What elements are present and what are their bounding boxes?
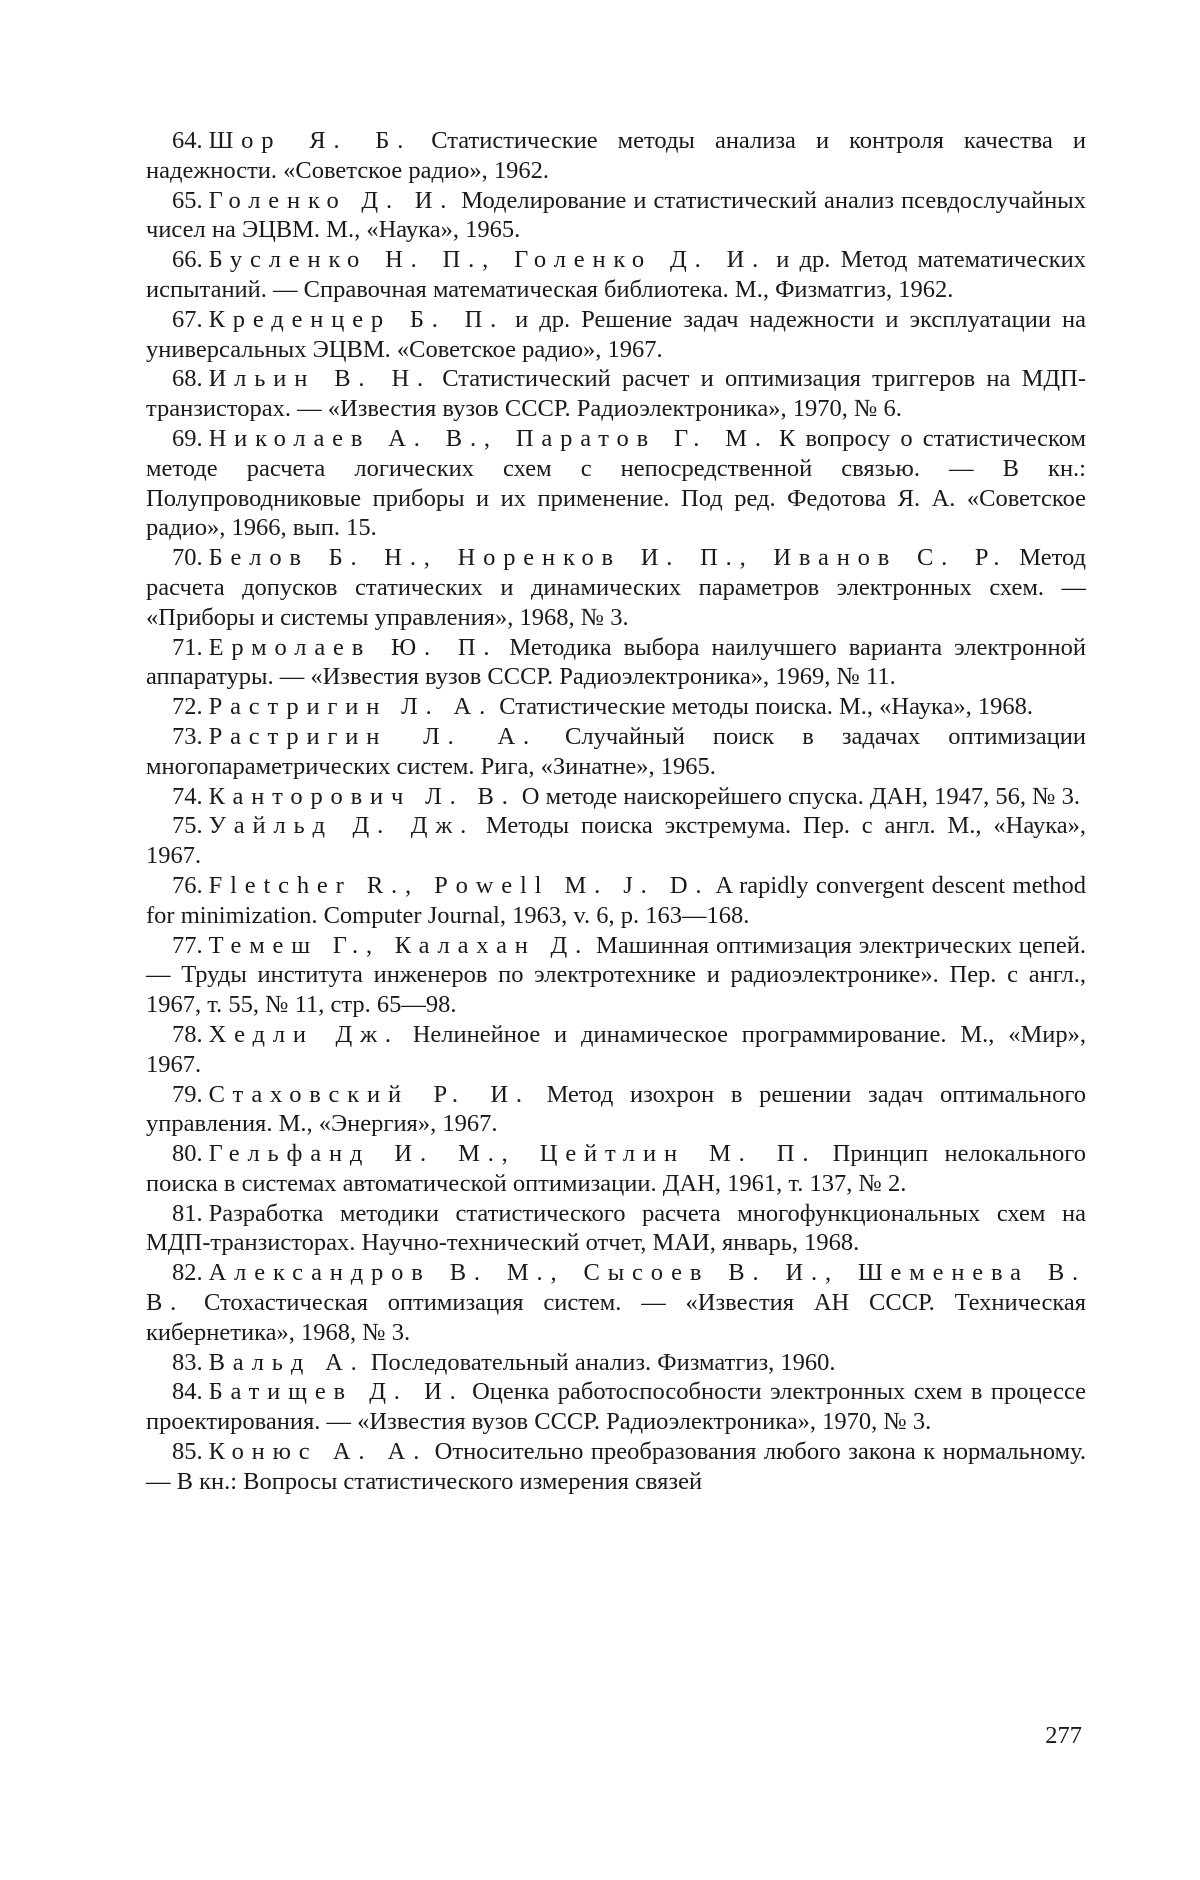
reference-author: Хедли Дж.	[208, 1020, 399, 1048]
bibliography-list	[146, 126, 1086, 1497]
reference-text: Принцип нелокального поиска в системах автоматической оптимизации. ДАН, 1961, т. 137, № 2.	[146, 1140, 1086, 1197]
reference-entry	[146, 186, 1086, 246]
reference-entry	[146, 1080, 1086, 1140]
reference-entry	[146, 305, 1086, 365]
reference-number: 68.	[172, 365, 203, 393]
reference-text: Методы поиска экстремума. Пер. с англ. М., «Наука», 1967.	[146, 812, 1087, 870]
reference-author: Растригин Л. А.	[208, 693, 494, 721]
reference-text: Разработка методики статистического расчета многофункциональных схем на МДП-транзисторах. Научно-технический отчет, МАИ, январь, 1968.	[146, 1199, 1086, 1257]
reference-entry	[146, 1199, 1086, 1259]
reference-number: 66.	[172, 246, 203, 274]
reference-text: Нелинейное и динамическое программирование. М., «Мир», 1967.	[146, 1020, 1087, 1078]
reference-text: и др. Решение задач надежности и эксплуатации на универсальных ЭЦВМ. «Советское радио», 1967.	[146, 305, 1086, 363]
reference-number: 74.	[172, 782, 203, 810]
reference-number: 77.	[172, 931, 203, 959]
reference-text: Оценка работоспособности электронных схем в процессе проектирования. — «Известия вузов СССР. Радиоэлектроника», 1970, № 3.	[146, 1378, 1087, 1436]
reference-author: Александров В. М., Сысоев В. И., Шеменева В. В.	[146, 1259, 1086, 1317]
reference-entry	[146, 871, 1086, 931]
reference-entry	[146, 692, 1086, 722]
reference-number: 82.	[172, 1259, 203, 1287]
reference-text: Стохастическая оптимизация систем. — «Известия АН СССР. Техническая кибернетика», 1968, № 3.	[146, 1289, 1087, 1346]
reference-entry	[146, 245, 1086, 305]
reference-author: Растригин Л. А.	[208, 722, 537, 750]
reference-author: Ермолаев Ю. П.	[208, 633, 498, 661]
reference-number: 75.	[172, 812, 203, 840]
reference-author: Бусленко Н. П., Голенко Д. И.	[208, 246, 767, 274]
reference-entry	[146, 811, 1086, 871]
reference-entry	[146, 1139, 1086, 1199]
reference-entry	[146, 931, 1086, 1020]
reference-entry	[146, 1020, 1086, 1080]
reference-text: К вопросу о статистическом методе расчета логических схем с непосредственной связью. — В кн.: Полупроводниковые приборы и их применение. Под ред. Федотова Я. А. «Советское радио», 1966, вып. 15.	[146, 424, 1087, 542]
reference-number: 65.	[172, 186, 203, 214]
reference-number: 79.	[172, 1080, 203, 1108]
reference-number: 80.	[172, 1140, 203, 1168]
reference-entry	[146, 1348, 1086, 1378]
reference-author: Голенко Д. И.	[208, 186, 455, 214]
reference-number: 84.	[172, 1378, 203, 1406]
reference-author: Гельфанд И. М., Цейтлин М. П.	[208, 1140, 817, 1168]
page-number: 277	[1045, 1722, 1082, 1749]
reference-text: и др. Метод математических испытаний. — Справочная математическая библиотека. М., Физматгиз, 1962.	[146, 246, 1086, 303]
reference-text: Статистический расчет и оптимизация триггеров на МДП-транзисторах. — «Известия вузов СССР. Радиоэлектроника», 1970, № 6.	[146, 365, 1087, 423]
reference-author: Темеш Г., Калахан Д.	[208, 931, 590, 959]
reference-number: 72.	[172, 693, 203, 721]
reference-entry	[146, 782, 1086, 812]
reference-entry	[146, 1258, 1086, 1347]
reference-number: 67.	[172, 305, 203, 333]
reference-entry	[146, 633, 1086, 693]
reference-author: Уайльд Д. Дж.	[208, 812, 475, 840]
reference-entry	[146, 364, 1086, 424]
reference-number: 71.	[172, 633, 203, 661]
reference-author: Вальд А.	[208, 1348, 365, 1376]
reference-text: A rapidly convergent descent method for minimization. Computer Journal, 1963, v. 6, p. 163—168.	[146, 871, 1086, 929]
reference-author: Стаховский Р. И.	[208, 1080, 530, 1108]
reference-entry	[146, 1377, 1086, 1437]
reference-text: О методе наискорейшего спуска. ДАН, 1947, 56, № 3.	[521, 782, 1081, 810]
reference-text: Статистические методы поиска. М., «Наука», 1968.	[499, 693, 1034, 721]
reference-number: 76.	[172, 871, 203, 899]
reference-text: Метод расчета допусков статических и динамических параметров электронных схем. — «Приборы и системы управления», 1968, № 3.	[146, 544, 1086, 631]
reference-text: Случайный поиск в задачах оптимизации многопараметрических систем. Рига, «Зинатне», 1965.	[146, 722, 1086, 780]
reference-number: 78.	[172, 1020, 203, 1048]
reference-text: Машинная оптимизация электрических цепей. — Труды института инженеров по электротехнике и радиоэлектронике». Пер. с англ., 1967, т. 55, № 11, стр. 65—98.	[146, 931, 1087, 1019]
reference-author: Батищев Д. И.	[208, 1378, 464, 1406]
reference-number: 81.	[172, 1199, 203, 1227]
reference-entry	[146, 722, 1086, 782]
reference-text: Статистические методы анализа и контроля качества и надежности. «Советское радио», 1962.	[146, 127, 1086, 184]
reference-author: Ильин В. Н.	[208, 365, 431, 393]
reference-text: Метод изохрон в решении задач оптимального управления. М., «Энергия», 1967.	[146, 1080, 1087, 1138]
reference-number: 85.	[172, 1438, 203, 1466]
reference-author: Fletcher R., Powell M. J. D.	[208, 871, 710, 899]
reference-number: 69.	[172, 424, 203, 452]
reference-number: 64.	[172, 127, 203, 154]
reference-entry	[146, 126, 1086, 186]
reference-number: 70.	[172, 544, 203, 572]
reference-number: 73.	[172, 722, 203, 750]
reference-author: Николаев А. В., Паратов Г. М.	[208, 424, 769, 452]
reference-entry	[146, 424, 1086, 543]
reference-author: Канторович Л. В.	[208, 782, 516, 810]
reference-entry	[146, 1437, 1086, 1497]
reference-author: Белов Б. Н., Норенков И. П., Иванов С. Р.	[208, 544, 1008, 572]
reference-text: Относительно преобразования любого закона к нормальному. — В кн.: Вопросы статистического измерения связей	[146, 1438, 1087, 1495]
reference-text: Последовательный анализ. Физматгиз, 1960.	[370, 1348, 836, 1376]
reference-author: Шор Я. Б.	[208, 127, 412, 154]
reference-text: Моделирование и статистический анализ псевдослучайных чисел на ЭЦВМ. М., «Наука», 1965.	[146, 186, 1086, 244]
reference-author: Креденцер Б. П.	[208, 305, 505, 333]
reference-author: Конюс А. А.	[208, 1438, 428, 1466]
reference-text: Методика выбора наилучшего варианта электронной аппаратуры. — «Известия вузов СССР. Радиоэлектроника», 1969, № 11.	[146, 633, 1086, 691]
reference-number: 83.	[172, 1348, 203, 1376]
reference-entry	[146, 543, 1086, 632]
